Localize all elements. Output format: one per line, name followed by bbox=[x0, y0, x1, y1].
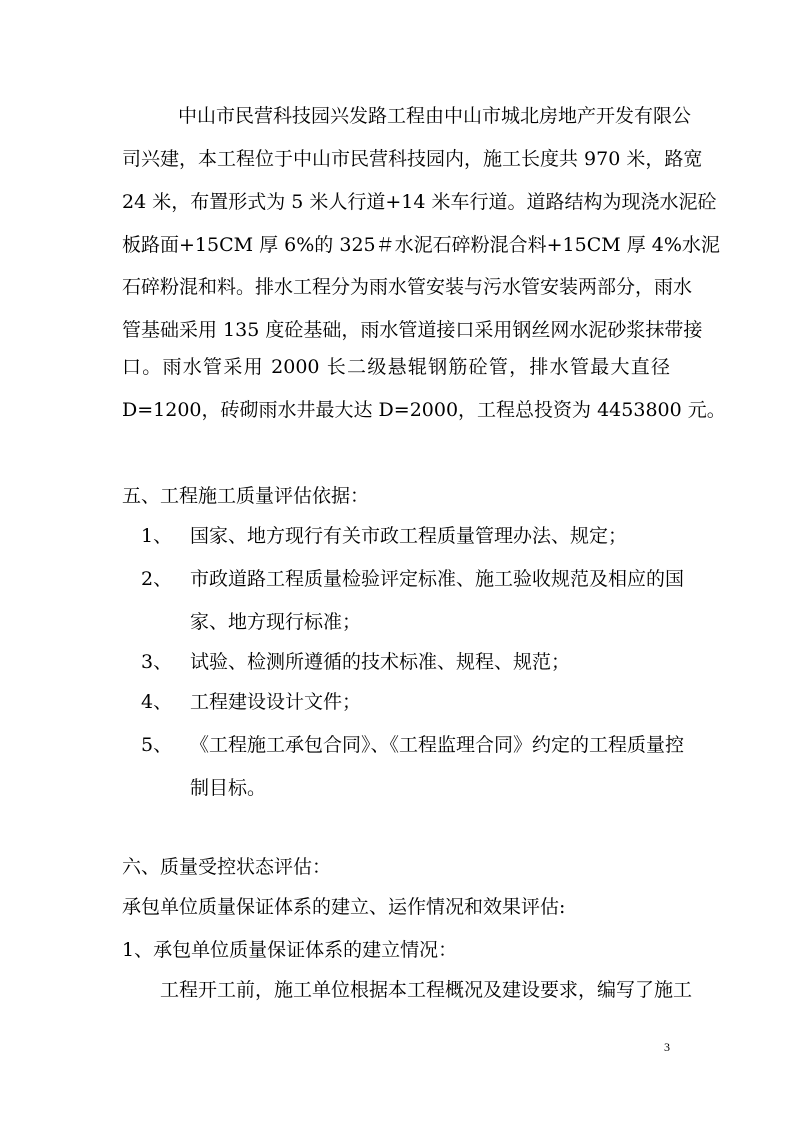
point-heading: 1、承包单位质量保证体系的建立情况： bbox=[122, 939, 458, 961]
list-item-text: 试验、检测所遵循的技术标准、规程、规范； bbox=[190, 651, 571, 673]
list-item-number: 1、 bbox=[141, 525, 173, 547]
list-item-number: 2、 bbox=[141, 568, 173, 590]
section-heading: 五、工程施工质量评估依据： bbox=[122, 485, 370, 507]
section-heading: 六、质量受控状态评估： bbox=[122, 856, 332, 878]
page-number: 3 bbox=[664, 1040, 670, 1054]
list-item-text: 市政道路工程质量检验评定标准、施工验收规范及相应的国 bbox=[190, 568, 685, 590]
list-item-text: 国家、地方现行有关市政工程质量管理办法、规定； bbox=[190, 525, 628, 547]
intro-line: 中山市民营科技园兴发路工程由中山市城北房地产开发有限公 bbox=[178, 105, 692, 127]
intro-line: 石碎粉混和料。排水工程分为雨水管安装与污水管安装两部分，雨水 bbox=[122, 276, 693, 298]
intro-line: 24 米，布置形式为 5 米人行道+14 米车行道。道路结构为现浇水泥砼 bbox=[122, 191, 717, 213]
list-item-text: 家、地方现行标准； bbox=[190, 611, 362, 633]
intro-line: D=1200，砖砌雨水井最大达 D=2000，工程总投资为 4453800 元。 bbox=[122, 399, 726, 421]
list-item-number: 4、 bbox=[141, 691, 173, 713]
list-item-text: 《工程施工承包合同》、《工程监理合同》约定的工程质量控 bbox=[190, 734, 685, 756]
list-item-text: 制目标。 bbox=[190, 777, 267, 799]
intro-line: 司兴建，本工程位于中山市民营科技园内，施工长度共 970 米，路宽 bbox=[122, 148, 703, 170]
intro-line: 管基础采用 135 度砼基础，雨水管道接口采用钢丝网水泥砂浆抹带接 bbox=[122, 319, 703, 341]
list-item-number: 5、 bbox=[141, 734, 173, 756]
subheading: 承包单位质量保证体系的建立、运作情况和效果评估: bbox=[122, 896, 566, 918]
paragraph-line: 工程开工前，施工单位根据本工程概况及建设要求，编写了施工 bbox=[160, 979, 693, 1001]
list-item-number: 3、 bbox=[141, 651, 173, 673]
list-item-text: 工程建设设计文件； bbox=[190, 691, 362, 713]
intro-line: 口。雨水管采用 2000 长二级悬辊钢筋砼管，排水管最大直径 bbox=[122, 356, 670, 378]
intro-line: 板路面+15CM 厚 6%的 325＃水泥石碎粉混合料+15CM 厚 4%水泥 bbox=[122, 234, 720, 256]
